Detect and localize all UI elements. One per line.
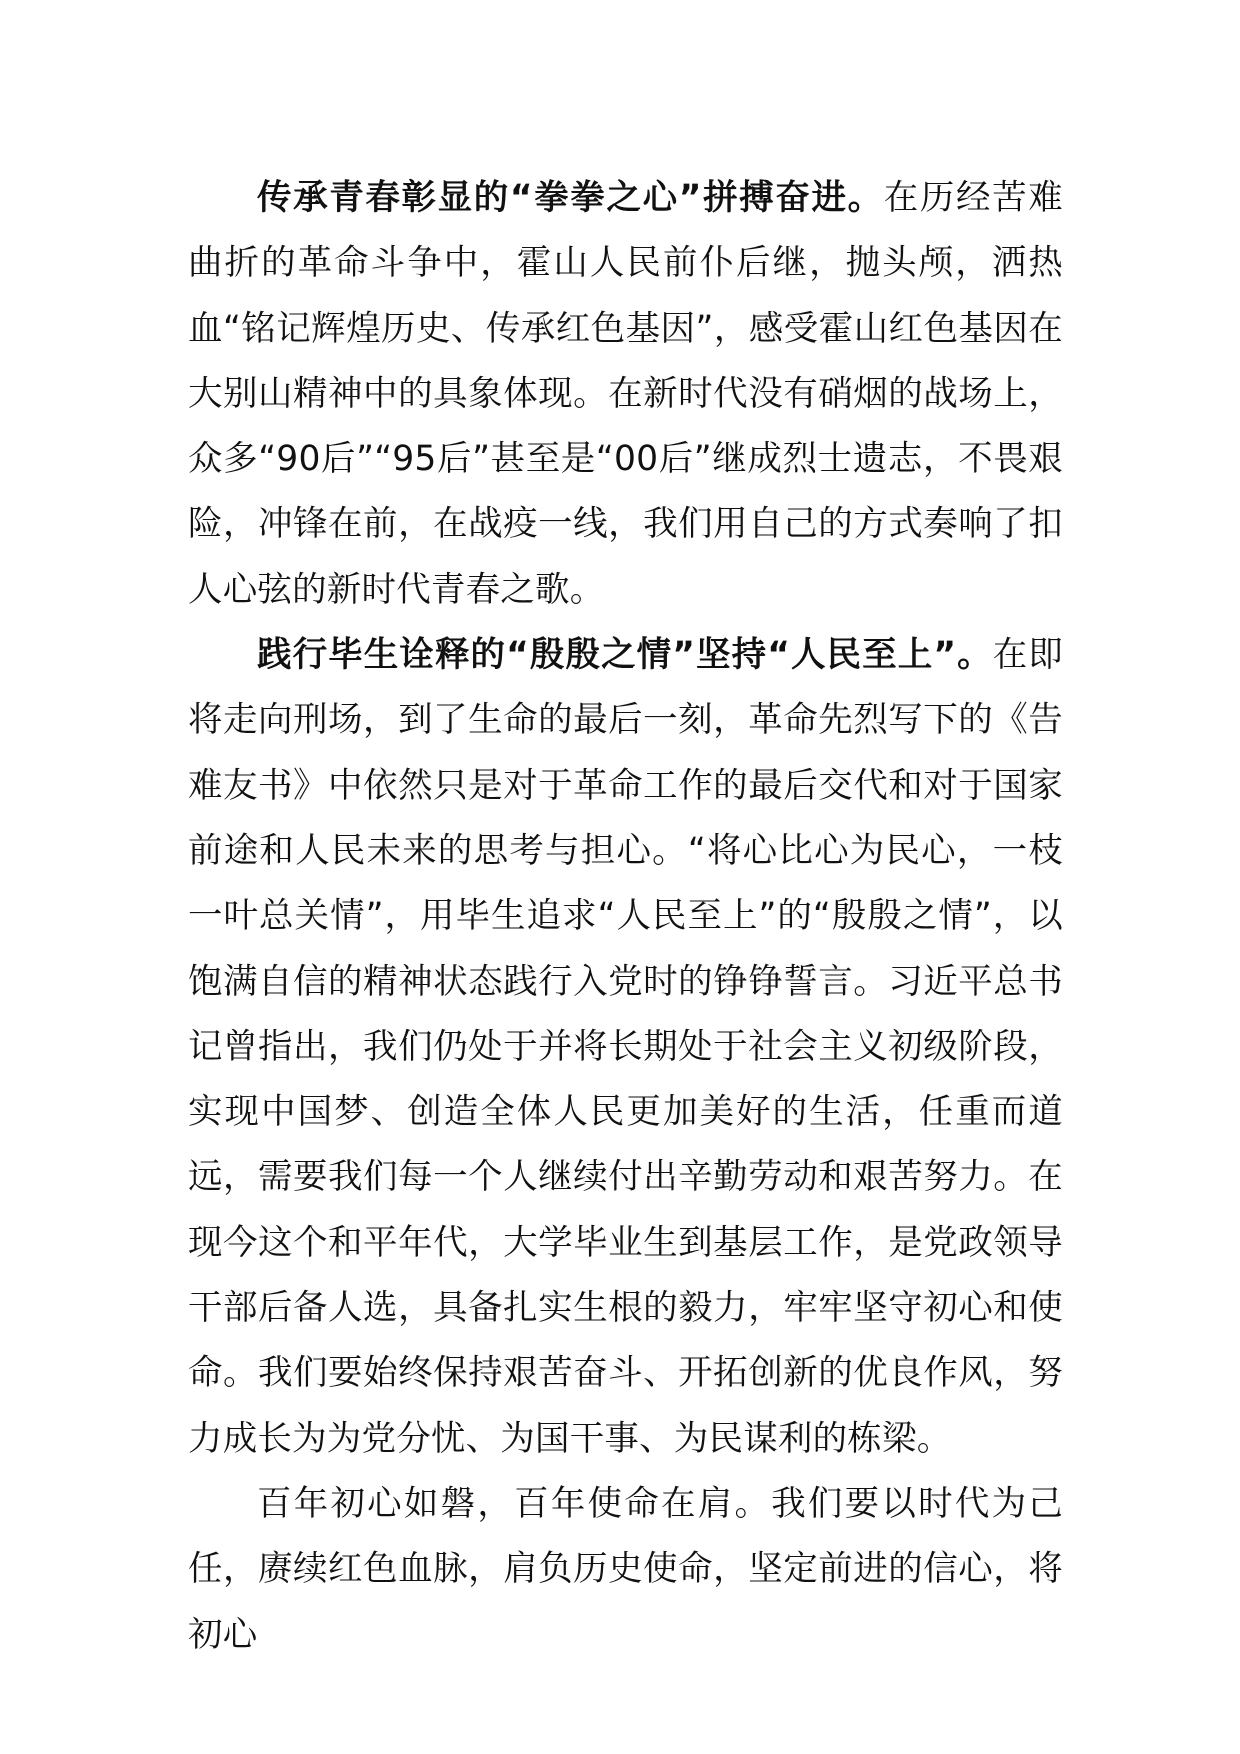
paragraph-closing [188,1472,1063,1668]
paragraph-heading: 践行毕生诠释的“殷殷之情”坚持“人民至上”。 [257,635,993,676]
paragraph-body: 在历经苦难曲折的革命斗争中，霍山人民前仆后继，抛头颅，洒热血“铭记辉煌历史、传承红色基因”，感受霍山红色基因在大别山精神中的具象体现。在新时代没有硝烟的战场上，众多“90后”“95后”甚至是“00后”继成烈士遗志，不畏艰险，冲锋在前，在战疫一线，我们用自己的方式奏响了扣人心弦的新时代青春之歌。 [188,178,1064,610]
paragraph-body: 在即将走向刑场，到了生命的最后一刻，革命先烈写下的《告难友书》中依然只是对于革命工作的最后交代和对于国家前途和人民未来的思考与担心。“将心比心为民心，一枝一叶总关情”，用毕生追求“人民至上”的“殷殷之情”，以饱满自信的精神状态践行入党时的铮铮誓言。习近平总书记曾指出，我们仍处于并将长期处于社会主义初级阶段，实现中国梦、创造全体人民更加美好的生活，任重而道远，需要我们每一个人继续付出辛勤劳动和艰苦努力。在现今这个和平年代，大学毕业生到基层工作，是党政领导干部后备人选，具备扎实生根的毅力，牢牢坚守初心和使命。我们要始终保持艰苦奋斗、开拓创新的优良作风，努力成长为为党分忧、为国干事、为民谋利的栋梁。 [188,635,1063,1459]
paragraph-people-first [188,623,1063,1472]
paragraph-body: 百年初心如磐，百年使命在肩。我们要以时代为己任，赓续红色血脉，肩负历史使命，坚定前进的信心，将初心 [188,1483,1063,1655]
body-text [188,166,1063,1668]
paragraph-heading: 传承青春彰显的“拳拳之心”拼搏奋进。 [257,178,884,218]
paragraph-youth-heart [188,166,1063,623]
